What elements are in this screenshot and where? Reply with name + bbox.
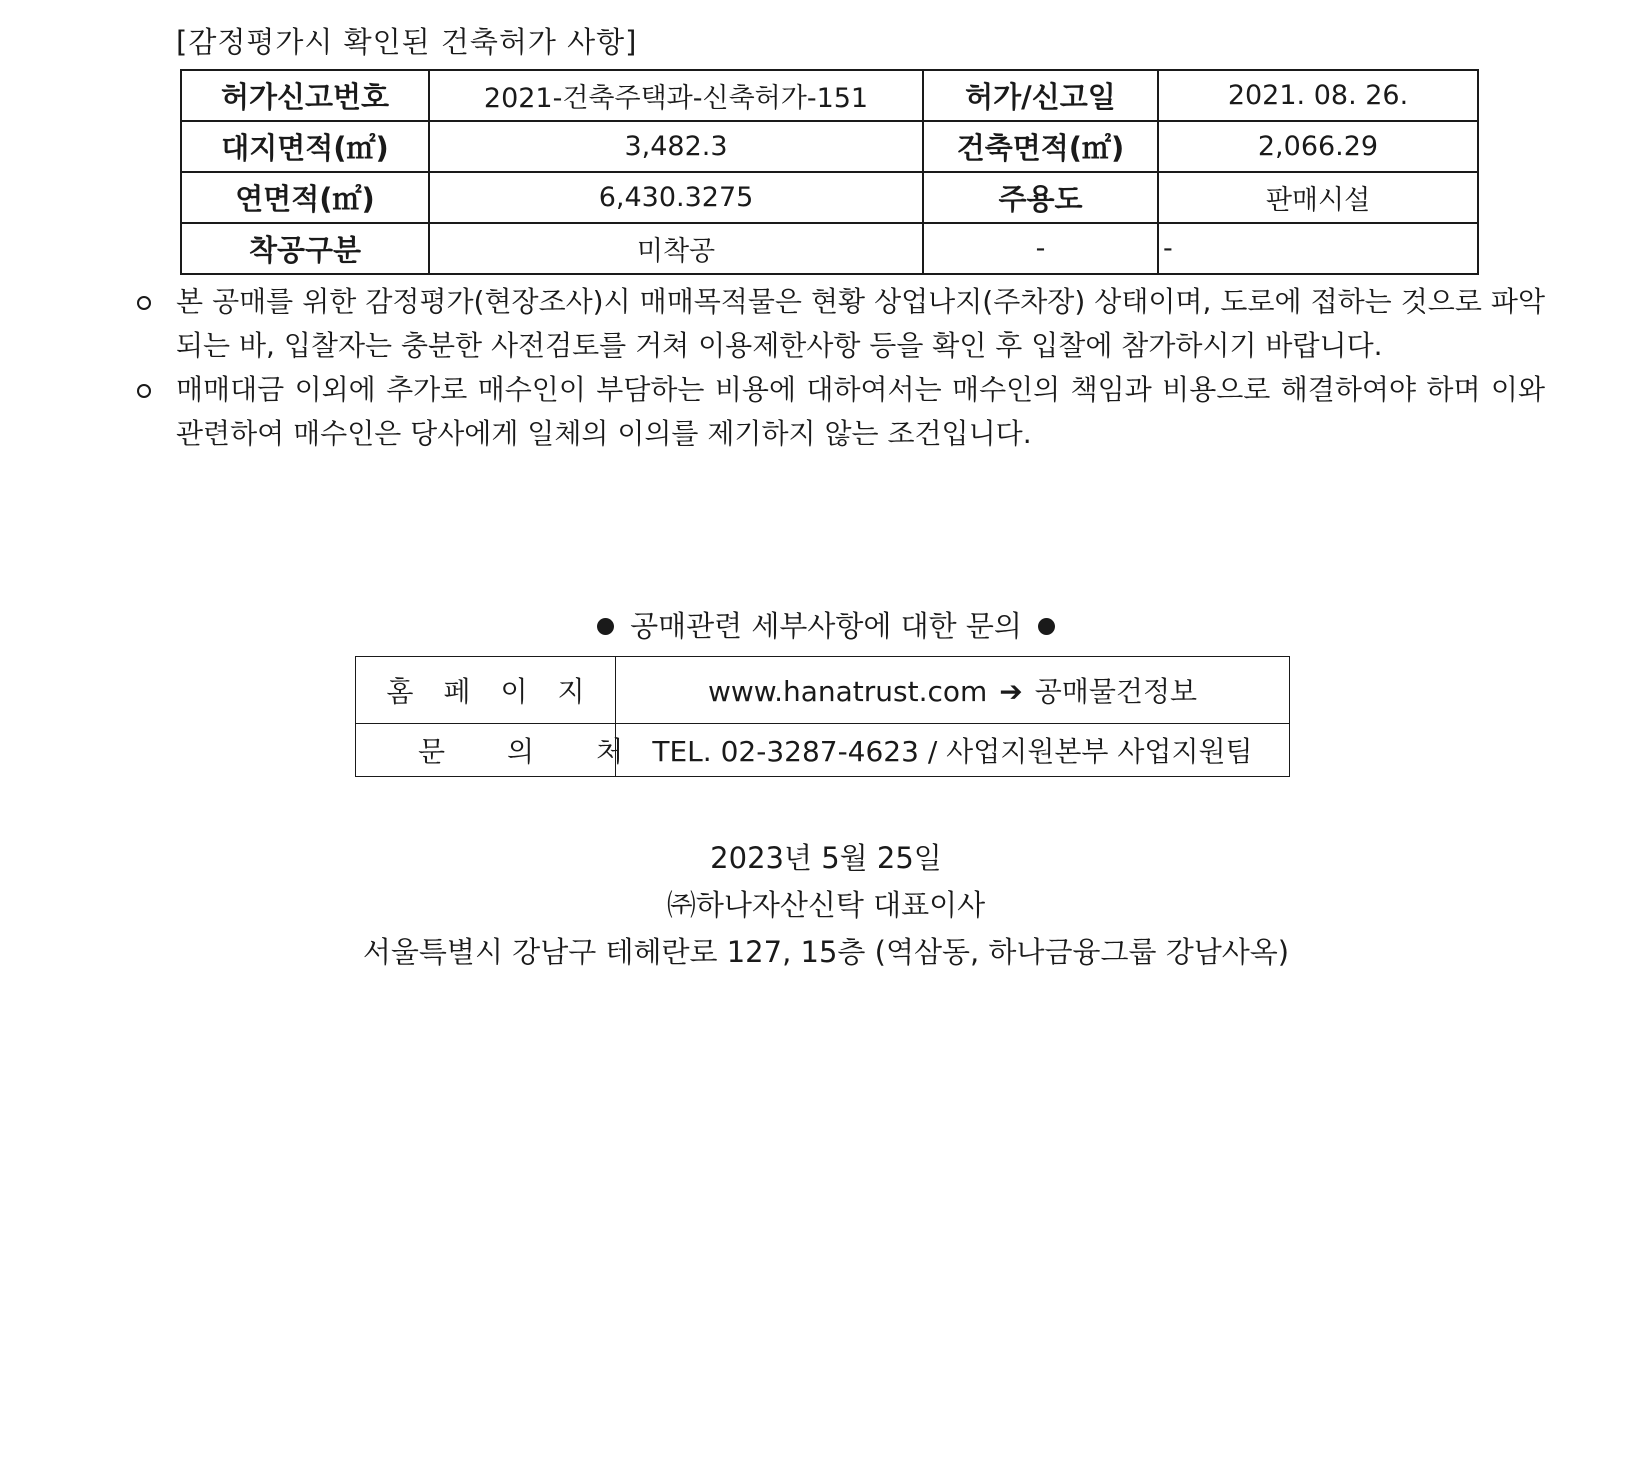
table-row (181, 121, 1478, 172)
homepage-link[interactable]: www.hanatrust.com (707, 675, 988, 708)
inquiry-title: 공매관련 세부사항에 대한 문의 (630, 609, 1022, 643)
table-row (181, 70, 1478, 121)
company-name: ㈜하나자산신탁 대표이사 (666, 888, 986, 922)
homepage-section: 공매물건정보 (1034, 675, 1198, 708)
contact-label: 문의처 (356, 724, 616, 777)
right-arrow-icon: ➔ (999, 675, 1023, 708)
site-area-label: 대지면적(㎡) (181, 121, 429, 172)
homepage-value (616, 657, 1290, 724)
empty-value-dash: - (1158, 223, 1478, 274)
notice-list (130, 280, 1545, 456)
contact-value: TEL. 02-3287-4623 / 사업지원본부 사업지원팀 (616, 724, 1290, 777)
list-item (130, 368, 1545, 456)
contact-table (355, 656, 1290, 777)
table-row (181, 223, 1478, 274)
main-use-label: 주용도 (923, 172, 1158, 223)
gross-floor-area-value: 6,430.3275 (429, 172, 923, 223)
gross-floor-area-label: 연면적(㎡) (181, 172, 429, 223)
notice-text-1: 본 공매를 위한 감정평가(현장조사)시 매매목적물은 현황 상업나지(주차장) 상태이며, 도로에 접하는 것으로 파악되는 바, 입찰자는 충분한 사전검토를 거쳐 이용제한사항 등을 확인 후 입찰에 참가하시기 바랍니다. (176, 285, 1545, 362)
list-item (130, 280, 1545, 368)
homepage-label: 홈페이지 (356, 657, 616, 724)
permit-date-value: 2021. 08. 26. (1158, 70, 1478, 121)
notice-text-2: 매매대금 이외에 추가로 매수인이 부담하는 비용에 대하여서는 매수인의 책임과 비용으로 해결하여야 하며 이와 관련하여 매수인은 당사에게 일체의 이의를 제기하지 않는 조건입니다. (176, 373, 1545, 450)
building-area-label: 건축면적(㎡) (923, 121, 1158, 172)
table-row (356, 724, 1290, 777)
empty-label-dash: - (923, 223, 1158, 274)
inquiry-heading (0, 604, 1652, 645)
company-address: 서울특별시 강남구 테헤란로 127, 15층 (역삼동, 하나금융그룹 강남사옥) (362, 935, 1290, 969)
main-use-value: 판매시설 (1158, 172, 1478, 223)
circle-outline-icon (130, 368, 158, 412)
document-footer (0, 835, 1652, 976)
construction-status-label: 착공구분 (181, 223, 429, 274)
filled-dot-icon (597, 618, 614, 635)
issue-date: 2023년 5월 25일 (710, 841, 942, 875)
construction-status-value: 미착공 (429, 223, 923, 274)
site-area-value: 3,482.3 (429, 121, 923, 172)
permit-number-label: 허가신고번호 (181, 70, 429, 121)
section-title: [감정평가시 확인된 건축허가 사항] (176, 25, 638, 59)
circle-outline-icon (130, 280, 158, 324)
table-row (356, 657, 1290, 724)
permit-number-value: 2021-건축주택과-신축허가-151 (429, 70, 923, 121)
table-row (181, 172, 1478, 223)
building-permit-table (180, 69, 1479, 275)
building-area-value: 2,066.29 (1158, 121, 1478, 172)
filled-dot-icon (1038, 618, 1055, 635)
permit-date-label: 허가/신고일 (923, 70, 1158, 121)
